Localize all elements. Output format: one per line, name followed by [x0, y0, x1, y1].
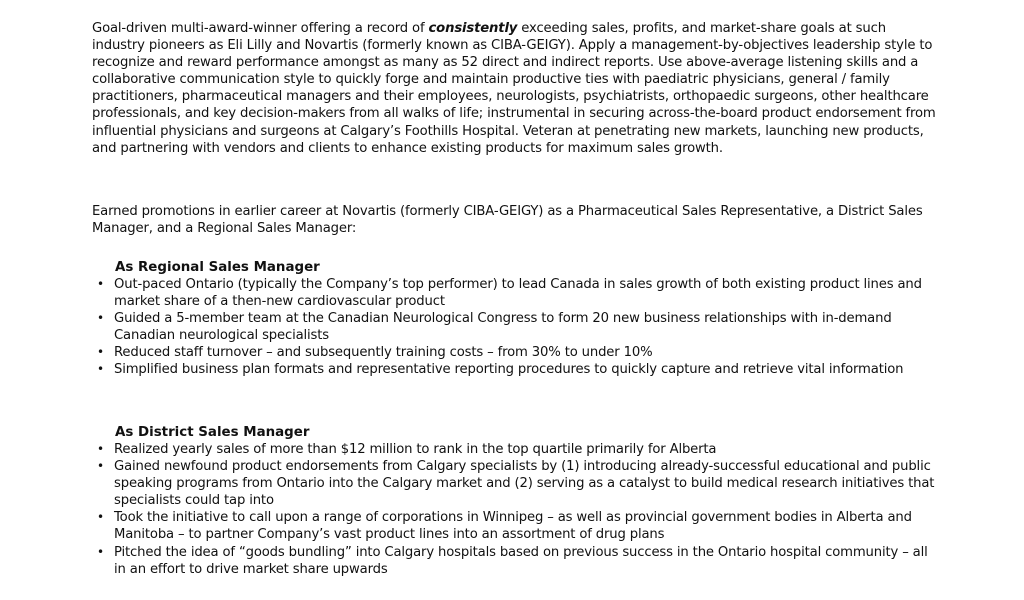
bullet-icon: •: [97, 459, 104, 474]
bullet-icon: •: [97, 362, 104, 377]
list-item-text: Gained newfound product endorsements from Calgary specialists by (1) introducing already-successful educational and public speaking programs from Ontario into the Calgary market and (2) serving as a catalyst to build medical research initiatives that specialists could tap into: [114, 459, 935, 509]
list-item: [92, 310, 942, 344]
list-item: [92, 361, 942, 378]
list-item: [92, 544, 942, 578]
list-item: [92, 458, 942, 509]
list-item-text: Reduced staff turnover – and subsequently training costs – from 30% to under 10%: [114, 345, 653, 361]
list-item: [92, 344, 942, 361]
list-item-text: Pitched the idea of “goods bundling” into Calgary hospitals based on previous success in the Ontario hospital community – all in an effort to drive market share upwards: [114, 544, 928, 577]
list-item-text: Took the initiative to call upon a range of corporations in Winnipeg – as well as provincial government bodies in Alberta and Manitoba – to partner Company’s vast product lines into an assortment of drug plans: [114, 510, 912, 543]
bullet-icon: •: [97, 345, 104, 360]
summary-text-start: Goal-driven multi-award-winner offering a record of: [92, 21, 429, 36]
list-item-text: Guided a 5-member team at the Canadian Neurological Congress to form 20 new business relationships with in-demand Canadian neurological specialists: [114, 311, 892, 344]
bullet-icon: •: [97, 311, 104, 326]
list-item-text: Realized yearly sales of more than $12 million to rank in the top quartile primarily for Alberta: [114, 442, 717, 457]
list-item-text: Out-paced Ontario (typically the Company’s top performer) to lead Canada in sales growth of both existing product lines and market share of a then-new cardiovascular product: [114, 277, 922, 310]
emphasis-consistently: consistently: [428, 21, 518, 36]
list-item: [92, 276, 942, 310]
promotions-paragraph: Earned promotions in earlier career at Novartis (formerly CIBA-GEIGY) as a Pharmaceutical Sales Representative, a District Sales Manager, and a Regional Sales Manager:: [92, 204, 923, 237]
bullet-icon: •: [97, 544, 104, 559]
section-heading-district: As District Sales Manager: [115, 425, 310, 440]
bullet-icon: •: [97, 277, 104, 291]
bullet-icon: •: [97, 510, 104, 525]
regional-achievements-list: [92, 276, 942, 379]
list-item-text: Simplified business plan formats and representative reporting procedures to quickly capture and retrieve vital information: [114, 362, 904, 378]
list-item: [92, 441, 942, 458]
district-achievements-list: [92, 441, 942, 578]
section-heading-regional: As Regional Sales Manager: [115, 260, 320, 275]
bullet-icon: •: [97, 442, 104, 456]
summary-text-rest: exceeding sales, profits, and market-share goals at such industry pioneers as Eli Lilly and Novartis (formerly known as CIBA-GEIGY). Apply a management-by-objectives leadership style to recognize and reward performance amongst as many as 52 direct and indirect reports. Use above-average listening skills and a collaborative communication style to quickly forge and maintain productive ties with paediatric physicians, general / family practitioners, pharmaceutical managers and their employees, neurologists, psychiatrists, orthopaedic surgeons, other healthcare professionals, and key decision-makers from all walks of life; instrumental in securing across-the-board product endorsement from influential physicians and surgeons at Calgary’s Foothills Hospital. Veteran at penetrating new markets, launching new products, and partnering with vendors and clients to enhance existing products for maximum sales growth.: [92, 21, 936, 156]
list-item: [92, 509, 942, 543]
summary-paragraph: [92, 20, 942, 157]
